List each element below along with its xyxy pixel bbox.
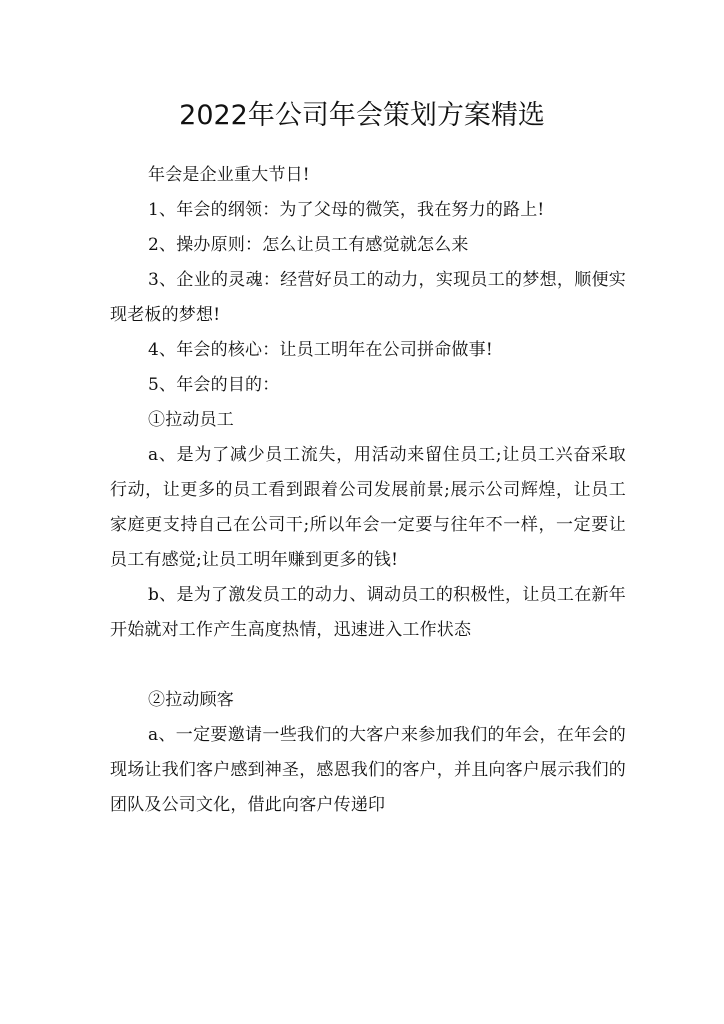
paragraph-item-5: 5、年会的目的： bbox=[148, 375, 280, 395]
document-body bbox=[110, 158, 626, 823]
paragraph-item-3: 3、企业的灵魂：经营好员工的动力，实现员工的梦想，顺便实现老板的梦想! bbox=[110, 270, 626, 325]
paragraph-item-1: 1、年会的纲领：为了父母的微笑，我在努力的路上! bbox=[148, 200, 545, 220]
blank-line bbox=[110, 648, 626, 683]
paragraph-intro: 年会是企业重大节日! bbox=[148, 165, 310, 185]
paragraph-item-2: 2、操办原则：怎么让员工有感觉就怎么来 bbox=[148, 235, 469, 255]
paragraph-employees-b: b、是为了激发员工的动力、调动员工的积极性，让员工在新年开始就对工作产生高度热情，迅速进入工作状态 bbox=[110, 585, 626, 640]
page-title: 2022年公司年会策划方案精选 bbox=[179, 100, 545, 131]
paragraph-customers-a: a、一定要邀请一些我们的大客户来参加我们的年会，在年会的现场让我们客户感到神圣，感恩我们的客户，并且向客户展示我们的团队及公司文化，借此向客户传递印 bbox=[110, 725, 626, 815]
paragraph-employees-a: a、是为了减少员工流失，用活动来留住员工;让员工兴奋采取行动，让更多的员工看到跟着公司发展前景;展示公司辉煌，让员工家庭更支持自己在公司干;所以年会一定要与往年不一样，一定要让员工有感觉;让员工明年赚到更多的钱! bbox=[110, 445, 626, 570]
subheading-customers: ②拉动顾客 bbox=[148, 690, 234, 710]
paragraph-item-4: 4、年会的核心：让员工明年在公司拼命做事! bbox=[148, 340, 493, 360]
subheading-employees: ①拉动员工 bbox=[148, 410, 234, 430]
